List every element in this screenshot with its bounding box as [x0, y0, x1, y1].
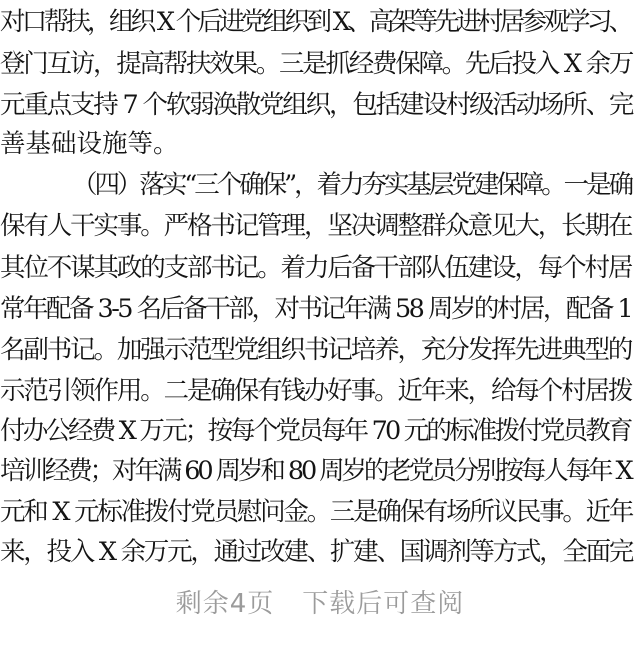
remaining-pages-label[interactable]: 剩余4页: [175, 589, 275, 619]
text-line: 善基础设施等。: [0, 129, 179, 159]
text-line: 保有人干实事。严格书记管理，坚决调整群众意见大，长期在: [0, 211, 632, 241]
text-line: 元重点支持 7 个软弱涣散党组织，包括建设村级活动场所、完: [0, 90, 633, 120]
download-prompt-label[interactable]: 下载后可查阅: [302, 589, 465, 619]
text-line: 登门互访，提高帮扶效果。三是抓经费保障。先后投入 X 余万: [0, 49, 633, 79]
text-line: 常年配备 3-5 名后备干部，对书记年满 58 周岁的村居，配备 1: [0, 294, 632, 324]
text-line: 元和 X 元标准拨付党员慰问金。三是确保有场所议民事。近年: [0, 497, 633, 527]
text-line: 来，投入 X 余万元，通过改建、扩建、国调剂等方式，全面完: [0, 537, 633, 567]
text-line: 示范引领作用。二是确保有钱办好事。近年来，给每个村居拨: [0, 376, 632, 406]
text-line: 付办公经费 X 万元；按每个党员每年 70 元的标准拨付党员教育: [0, 416, 631, 446]
text-line: 培训经费；对年满 60 周岁和 80 周岁的老党员分别按每人每年 X: [0, 456, 631, 486]
text-line: 名副书记。加强示范型党组织书记培养，充分发挥先进典型的: [0, 335, 632, 365]
text-line: 其位不谋其政的支部书记。着力后备干部队伍建设，每个村居: [0, 253, 632, 283]
download-banner[interactable]: [0, 580, 640, 628]
text-line: 对口帮扶，组织 X 个后进党组织到 X、高架等先进村居参观学习、: [0, 7, 631, 37]
section-heading-line: （四）落实“三个确保”，着力夯实基层党建保障。一是确: [72, 170, 632, 200]
